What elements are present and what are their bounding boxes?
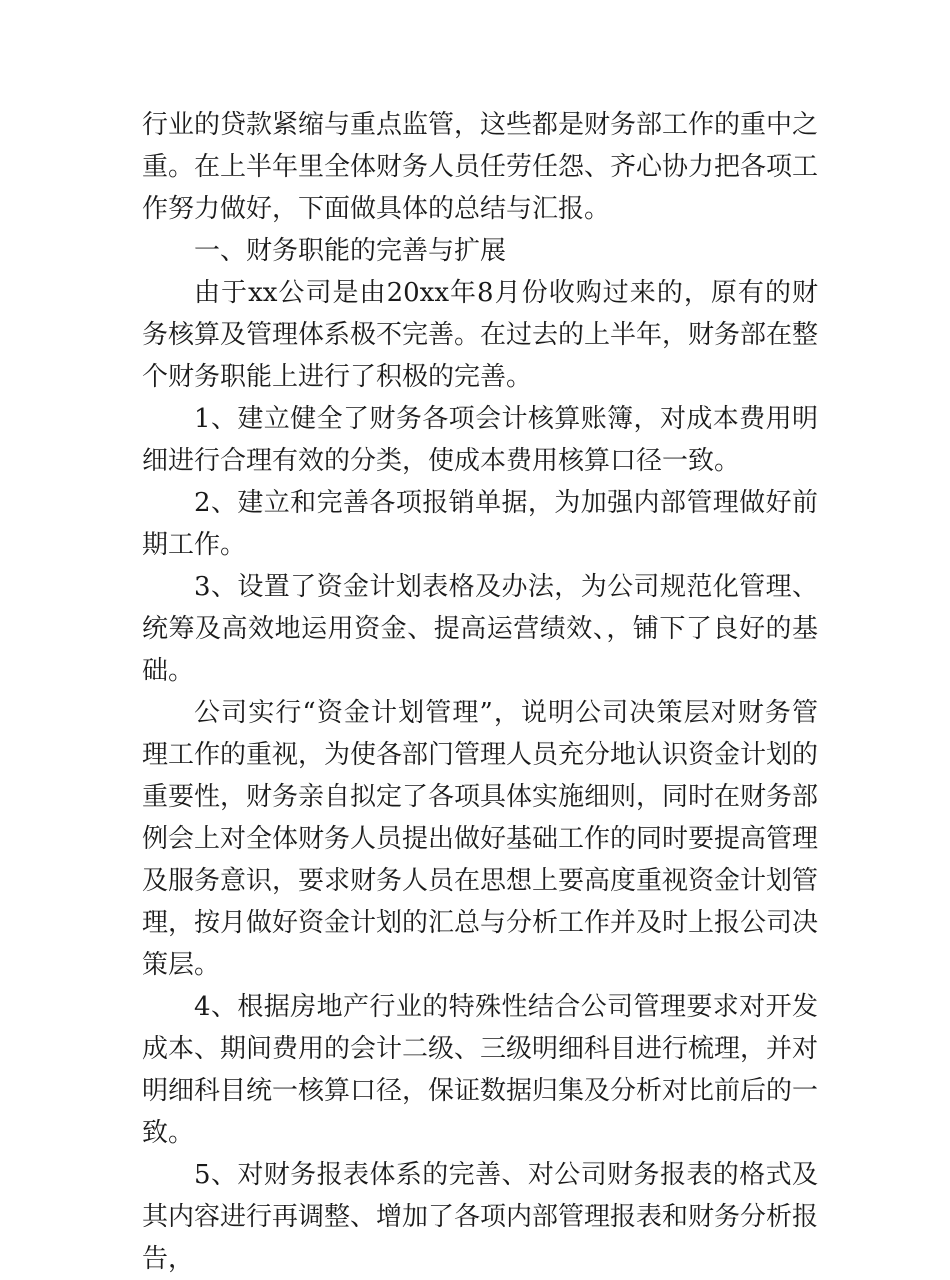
list-item-1: 1、建立健全了财务各项会计核算账簿，对成本费用明细进行合理有效的分类，使成本费用核算口径一致。 xyxy=(142,404,818,476)
paragraph-continuation: 行业的贷款紧缩与重点监管，这些都是财务部工作的重中之重。在上半年里全体财务人员任劳任怨、齐心协力把各项工作努力做好，下面做具体的总结与汇报。 xyxy=(142,110,819,224)
document-body xyxy=(142,104,818,1280)
section-heading-financial-functions: 一、财务职能的完善与扩展 xyxy=(194,236,507,266)
list-item-3: 3、设置了资金计划表格及办法，为公司规范化管理、统筹及高效地运用资金、提高运营绩效、，铺下了良好的基础。 xyxy=(142,572,818,686)
list-item-5: 5、对财务报表体系的完善、对公司财务报表的格式及其内容进行再调整、增加了各项内部管理报表和财务分析报告， xyxy=(142,1160,819,1274)
paragraph-background: 由于xx公司是由20xx年8月份收购过来的，原有的财务核算及管理体系极不完善。在过去的上半年，财务部在整个财务职能上进行了积极的完善。 xyxy=(142,278,819,392)
list-item-2: 2、建立和完善各项报销单据，为加强内部管理做好前期工作。 xyxy=(142,488,818,560)
paragraph-fund-plan: 公司实行“资金计划管理”，说明公司决策层对财务管理工作的重视，为使各部门管理人员充分地认识资金计划的重要性，财务亲自拟定了各项具体实施细则，同时在财务部例会上对全体财务人员提出做好基础工作的同时要提高管理及服务意识，要求财务人员在思想上要高度重视资金计划管理，按月做好资金计划的汇总与分析工作并及时上报公司决策层。 xyxy=(142,698,819,980)
list-item-4: 4、根据房地产行业的特殊性结合公司管理要求对开发成本、期间费用的会计二级、三级明细科目进行梳理，并对明细科目统一核算口径，保证数据归集及分析对比前后的一致。 xyxy=(142,992,819,1148)
